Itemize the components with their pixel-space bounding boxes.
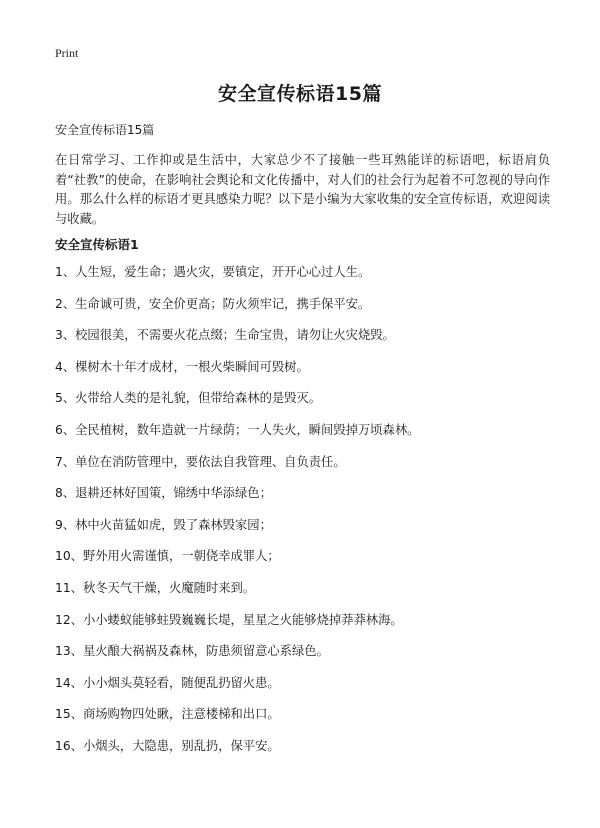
slogan-item: 10、野外用火需谨慎，一朝侥幸成罪人； [55,549,280,564]
slogan-item: 4、棵树木十年才成材，一根火柴瞬间可毁树。 [55,359,309,374]
slogan-list [55,262,419,768]
slogan-item: 11、秋冬天气干燥，火魔随时来到。 [55,580,256,595]
slogan-item: 1、人生短，爱生命；遇火灾，要镇定，开开心心过人生。 [55,265,371,279]
slogan-item: 12、小小蝼蚁能够蛀毁巍巍长堤，星星之火能够烧掉莽莽林海。 [55,612,403,627]
slogan-item: 3、校园很美，不需要火花点缀；生命宝贵，请勿让火灾烧毁。 [55,328,395,343]
slogan-item: 9、林中火苗猛如虎，毁了森林毁家园； [55,517,272,532]
slogan-item: 2、生命诚可贵，安全价更高；防火须牢记，携手保平安。 [55,296,371,311]
slogan-item: 14、小小烟头莫轻看，随便乱扔留火患。 [55,675,280,690]
page-title: 安全宣传标语15篇 [218,83,382,105]
slogan-item: 7、单位在消防管理中，要依法自我管理、自负责任。 [55,454,346,469]
slogan-item: 5、火带给人类的是礼貌，但带给森林的是毁灭。 [55,391,322,406]
document-subtitle: 安全宣传标语15篇 [55,123,155,137]
slogan-item: 15、商场购物四处瞅，注意楼梯和出口。 [55,707,280,722]
print-label: Print [55,46,79,60]
slogan-item: 8、退耕还林好国策，锦绣中华添绿色； [55,486,272,501]
intro-paragraph: 在日常学习、工作抑或是生活中，大家总少不了接触一些耳熟能详的标语吧，标语肩负着“社教”的使命，在影响社会舆论和文化传播中，对人们的社会行为起着不可忽视的导向作用。那么什么样的标语才更具感染力呢？以下是小编为大家收集的安全宣传标语，欢迎阅读与收藏。 [55,153,550,226]
slogan-item: 16、小烟头，大隐患，别乱扔，保平安。 [55,738,280,753]
slogan-item: 13、星火酿大祸祸及森林，防患须留意心系绿色。 [55,644,329,659]
section-heading: 安全宣传标语1 [55,237,139,252]
slogan-item: 6、全民植树，数年造就一片绿荫；一人失火，瞬间毁掉万顷森林。 [55,422,420,437]
